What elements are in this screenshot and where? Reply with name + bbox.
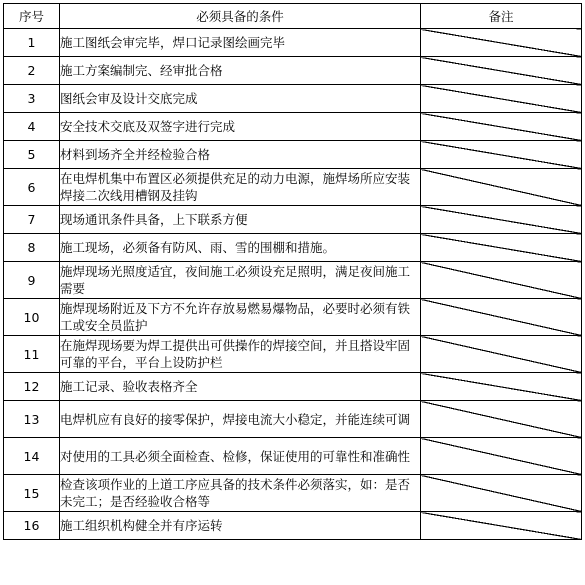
row-number: 8 <box>4 234 60 262</box>
row-remark-slash <box>421 299 582 336</box>
row-number: 7 <box>4 206 60 234</box>
row-condition: 施工现场，必须备有防风、雨、雪的围棚和措施。 <box>60 234 421 262</box>
row-remark-slash <box>421 57 582 85</box>
table-row <box>4 234 582 262</box>
row-remark-slash <box>421 373 582 401</box>
conditions-table <box>3 3 582 540</box>
row-number: 3 <box>4 85 60 113</box>
table-row <box>4 401 582 438</box>
row-remark-slash <box>421 206 582 234</box>
row-condition: 施焊现场光照度适宜，夜间施工必须设充足照明，满足夜间施工需要 <box>60 262 421 299</box>
row-remark-slash <box>421 234 582 262</box>
row-number: 1 <box>4 29 60 57</box>
row-condition: 在施焊现场要为焊工提供出可供操作的焊接空间，并且搭设牢固可靠的平台，平台上设防护栏 <box>60 336 421 373</box>
row-remark-slash <box>421 475 582 512</box>
row-remark-slash <box>421 512 582 540</box>
row-number: 5 <box>4 141 60 169</box>
table-row <box>4 29 582 57</box>
row-condition: 材料到场齐全并经检验合格 <box>60 141 421 169</box>
row-number: 10 <box>4 299 60 336</box>
row-condition: 在电焊机集中布置区必须提供充足的动力电源，施焊场所应安装焊接二次线用槽钢及挂钩 <box>60 169 421 206</box>
table-row <box>4 336 582 373</box>
header-number: 序号 <box>4 4 60 29</box>
row-condition: 安全技术交底及双签字进行完成 <box>60 113 421 141</box>
row-remark-slash <box>421 336 582 373</box>
row-condition: 施工记录、验收表格齐全 <box>60 373 421 401</box>
row-number: 15 <box>4 475 60 512</box>
row-condition: 施工组织机构健全并有序运转 <box>60 512 421 540</box>
row-remark-slash <box>421 29 582 57</box>
row-number: 2 <box>4 57 60 85</box>
row-condition: 现场通讯条件具备，上下联系方便 <box>60 206 421 234</box>
row-condition: 检查该项作业的上道工序应具备的技术条件必须落实，如：是否未完工；是否经验收合格等 <box>60 475 421 512</box>
row-remark-slash <box>421 262 582 299</box>
row-number: 6 <box>4 169 60 206</box>
table-row <box>4 57 582 85</box>
row-number: 14 <box>4 438 60 475</box>
table-row <box>4 141 582 169</box>
table-row <box>4 438 582 475</box>
row-number: 16 <box>4 512 60 540</box>
header-condition: 必须具备的条件 <box>60 4 421 29</box>
row-remark-slash <box>421 85 582 113</box>
row-number: 4 <box>4 113 60 141</box>
table-row <box>4 373 582 401</box>
table-row <box>4 85 582 113</box>
row-condition: 电焊机应有良好的接零保护，焊接电流大小稳定，并能连续可调 <box>60 401 421 438</box>
row-number: 9 <box>4 262 60 299</box>
row-number: 11 <box>4 336 60 373</box>
table-row <box>4 299 582 336</box>
row-number: 12 <box>4 373 60 401</box>
row-remark-slash <box>421 113 582 141</box>
header-row <box>4 4 582 29</box>
row-remark-slash <box>421 141 582 169</box>
table-row <box>4 206 582 234</box>
row-condition: 施焊现场附近及下方不允许存放易燃易爆物品，必要时必须有铁工或安全员监护 <box>60 299 421 336</box>
row-number: 13 <box>4 401 60 438</box>
row-condition: 图纸会审及设计交底完成 <box>60 85 421 113</box>
row-condition: 施工图纸会审完毕，焊口记录图绘画完毕 <box>60 29 421 57</box>
row-condition: 对使用的工具必须全面检查、检修，保证使用的可靠性和准确性 <box>60 438 421 475</box>
header-remarks: 备注 <box>421 4 582 29</box>
row-condition: 施工方案编制完、经审批合格 <box>60 57 421 85</box>
row-remark-slash <box>421 401 582 438</box>
table-row <box>4 169 582 206</box>
table-row <box>4 113 582 141</box>
table-row <box>4 475 582 512</box>
row-remark-slash <box>421 169 582 206</box>
table-row <box>4 512 582 540</box>
table-row <box>4 262 582 299</box>
row-remark-slash <box>421 438 582 475</box>
